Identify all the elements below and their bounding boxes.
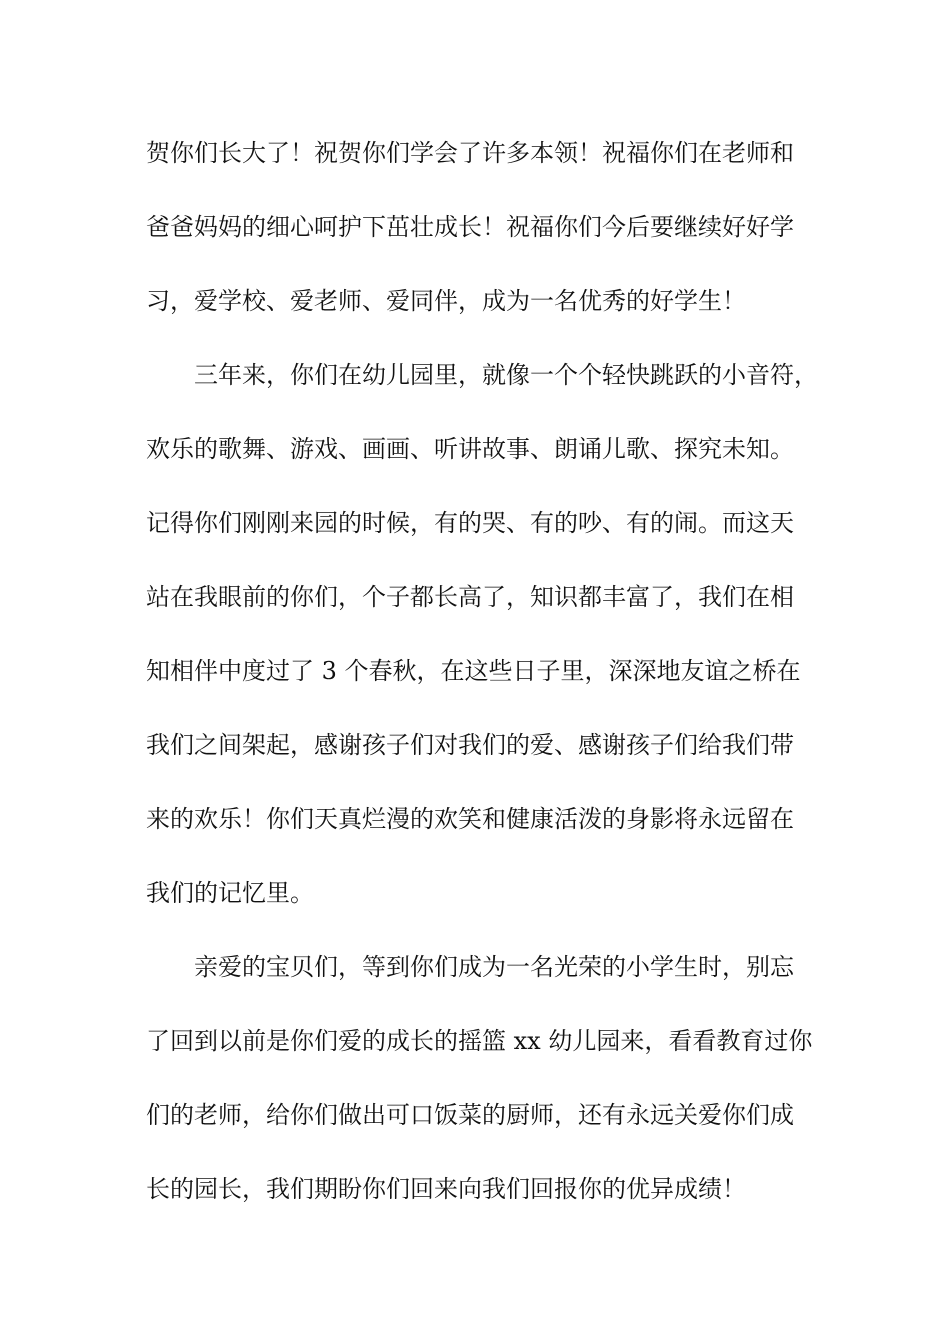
text-line: 长的园长，我们期盼你们回来向我们回报你的优异成绩！	[146, 1175, 746, 1203]
document-body	[146, 130, 816, 1240]
text-line: 我们的记忆里。	[146, 879, 314, 907]
text-line: 贺你们长大了！祝贺你们学会了许多本领！祝福你们在老师和	[146, 139, 794, 167]
text-line: 爸爸妈妈的细心呵护下茁壮成长！祝福你们今后要继续好好学	[146, 213, 794, 241]
text-line: 站在我眼前的你们，个子都长高了，知识都丰富了，我们在相	[146, 583, 794, 611]
text-line: 习，爱学校、爱老师、爱同伴，成为一名优秀的好学生！	[146, 287, 746, 315]
paragraph-start-line: 三年来，你们在幼儿园里，就像一个个轻快跳跃的小音符，	[194, 361, 818, 389]
text-line: 记得你们刚刚来园的时候，有的哭、有的吵、有的闹。而这天	[146, 509, 794, 537]
paragraph-start-line: 亲爱的宝贝们，等到你们成为一名光荣的小学生时，别忘	[194, 953, 794, 981]
text-line: 了回到以前是你们爱的成长的摇篮 xx 幼儿园来，看看教育过你	[146, 1027, 813, 1055]
text-line: 来的欢乐！你们天真烂漫的欢笑和健康活泼的身影将永远留在	[146, 805, 794, 833]
text-line: 们的老师，给你们做出可口饭菜的厨师，还有永远关爱你们成	[146, 1101, 794, 1129]
text-line: 我们之间架起，感谢孩子们对我们的爱、感谢孩子们给我们带	[146, 731, 794, 759]
text-line: 欢乐的歌舞、游戏、画画、听讲故事、朗诵儿歌、探究未知。	[146, 435, 794, 463]
text-line: 知相伴中度过了 3 个春秋，在这些日子里，深深地友谊之桥在	[146, 657, 801, 685]
